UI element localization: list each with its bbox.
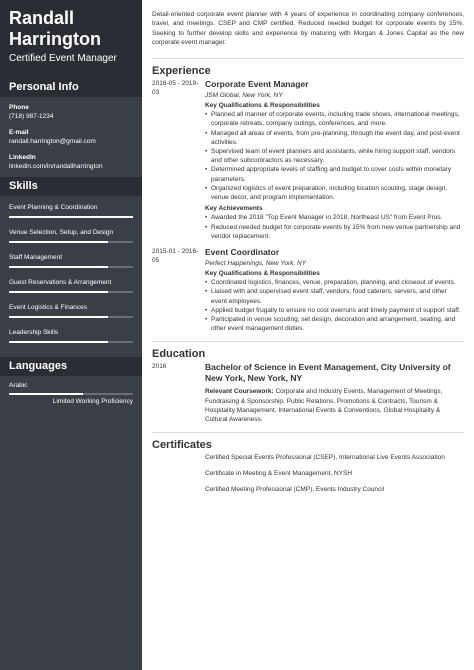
certificates-heading: Certificates xyxy=(152,432,464,453)
list-item: • Planned all manner of corporate events, including trade shows, international meetings, corporate retreats, company outings, conferences, and more. xyxy=(205,110,464,128)
education-entry xyxy=(152,362,464,424)
list-item: • Liaised with and supervised event staff, vendors, food caterers, servers, and other event employees. xyxy=(205,287,464,305)
skills-heading: Skills xyxy=(0,177,142,196)
skill-item xyxy=(9,303,133,318)
entry-body xyxy=(205,247,464,333)
languages-heading: Languages xyxy=(0,357,142,376)
responsibilities-list xyxy=(205,110,464,202)
linkedin-value: linkedin.com/in/randallharrington xyxy=(9,163,103,170)
list-item: • Participated in venue scouting, set design, decoration and arrangement, seating, and other event management duties. xyxy=(205,315,464,333)
list-item: • Managed all areas of events, from pre-planning, through the event day, and post-event activities. xyxy=(205,129,464,147)
skill-level-bar xyxy=(9,341,133,343)
skill-item xyxy=(9,328,133,343)
certificate-item: Certified Special Events Professional (CSEP), International Live Events Association xyxy=(205,454,445,462)
language-level-label: Limited Working Proficiency xyxy=(52,398,133,405)
first-name: Randall xyxy=(9,8,75,28)
entry-body xyxy=(205,362,464,424)
entry-date: 2016 xyxy=(152,363,167,371)
list-item: • Organized logistics of event preparation, including location scouting, stage design, venue decor, and program implementation. xyxy=(205,184,464,202)
skill-level-fill xyxy=(9,341,108,343)
language-level-fill xyxy=(9,393,83,395)
experience-entry xyxy=(152,79,464,241)
achievements-heading: Key Achievements xyxy=(205,205,263,213)
list-item: • Coordinated logistics, finances, venue, preparation, planning, and closeout of events. xyxy=(205,278,464,287)
skill-level-bar xyxy=(9,316,133,318)
language-level-bar xyxy=(9,393,133,395)
certificates-list xyxy=(152,453,464,494)
entry-title: Corporate Event Manager xyxy=(205,79,309,89)
skill-level-fill xyxy=(9,316,108,318)
entry-date: 2015-01 - 2016-05 xyxy=(152,248,199,265)
list-item: • Supervised team of event planners and assistants, while hiring support staff, vendors and other subcontractors as necessary. xyxy=(205,147,464,165)
email-value: randall.harrington@gmail.com xyxy=(9,138,96,145)
personal-info-heading: Personal Info xyxy=(0,78,142,97)
skill-item xyxy=(9,203,133,218)
skill-name: Leadership Skills xyxy=(9,329,59,336)
achievements-list xyxy=(205,213,464,241)
main-content xyxy=(142,0,474,670)
skill-item xyxy=(9,278,133,293)
phone-label: Phone xyxy=(9,104,29,111)
skill-item xyxy=(9,228,133,243)
skill-item xyxy=(9,253,133,268)
degree-title: Bachelor of Science in Event Management, City University of New York, New York, NY xyxy=(205,362,451,384)
entry-company: JSM Global, New York, NY xyxy=(205,92,283,99)
list-item: • Determined appropriate levels of staffing and budget to cover costs within monetary parameters. xyxy=(205,165,464,183)
entry-body xyxy=(205,79,464,241)
list-item: • Awarded the 2018 "Top Event Manager in 2018, Northeast US" from Event Pros. xyxy=(205,213,464,222)
entry-title: Event Coordinator xyxy=(205,247,280,258)
responsibilities-heading: Key Qualifications & Responsibilities xyxy=(205,270,320,278)
linkedin-label: LinkedIn xyxy=(9,154,36,161)
entry-date: 2016-05 - 2019-03 xyxy=(152,80,199,96)
skill-name: Staff Management xyxy=(9,254,62,261)
entry-body xyxy=(205,453,464,494)
skill-name: Guest Reservations & Arrangement xyxy=(9,279,112,286)
skill-level-fill xyxy=(9,266,108,268)
skill-name: Event Logistics & Finances xyxy=(9,304,88,311)
responsibilities-heading: Key Qualifications & Responsibilities xyxy=(205,102,320,109)
language-name: Arabic xyxy=(9,382,28,389)
entry-company: Perfect Happenings, New York, NY xyxy=(205,260,307,268)
skill-level-fill xyxy=(9,241,108,243)
responsibilities-list xyxy=(205,278,464,333)
experience-heading: Experience xyxy=(152,58,464,79)
certificate-item: Certificate in Meeting & Event Management, NYSH xyxy=(205,470,353,478)
skill-level-fill xyxy=(9,216,133,218)
last-name: Harrington xyxy=(9,29,101,49)
skill-level-bar xyxy=(9,241,133,243)
skill-level-bar xyxy=(9,216,133,218)
coursework xyxy=(205,387,464,424)
experience-entry xyxy=(152,247,464,333)
job-title: Certified Event Manager xyxy=(9,53,117,64)
skill-level-bar xyxy=(9,291,133,293)
name-header xyxy=(0,0,142,78)
personal-info-section xyxy=(0,97,142,177)
education-heading: Education xyxy=(152,341,464,362)
sidebar xyxy=(0,0,142,670)
skills-section xyxy=(0,196,142,357)
list-item: • Applied budget frugally to ensure no cost overruns and timely payment of support staff. xyxy=(205,306,464,315)
skill-level-fill xyxy=(9,291,108,293)
email-label: E-mail xyxy=(9,129,29,136)
certificate-item: Certified Meeting Professional (CMP), Events Industry Council xyxy=(205,486,385,494)
list-item: • Reduced needed budget for corporate events by 15% from new venue partnership and vendor replacement. xyxy=(205,223,464,241)
skill-level-bar xyxy=(9,266,133,268)
phone-value: (718) 987-1234 xyxy=(9,113,54,120)
skill-name: Venue Selection, Setup, and Design xyxy=(9,229,114,236)
summary: Detail-oriented corporate event planner with 4 years of experience in coordinating company conferences, travel, and meetings. CSEP and CMP certified. Reduced needed budget for corporate events by 15%. Seeking to further develop skills and experience by maturing with Morgan & Jones Capital as the new corporate event manager. xyxy=(152,11,464,46)
coursework-text: Corporate and Industry Events, Management of Meetings, Fundraising & Sponsorship, Public Relations, Promotions & Contracts, Tourism & Hospitality Management, International Events & Conventions, Global Hospitality & Cultural Awareness. xyxy=(205,388,443,424)
coursework-label: Relevant Coursework: xyxy=(205,388,274,396)
languages-section xyxy=(0,376,142,413)
skill-name: Event Planning & Coordination xyxy=(9,204,98,211)
